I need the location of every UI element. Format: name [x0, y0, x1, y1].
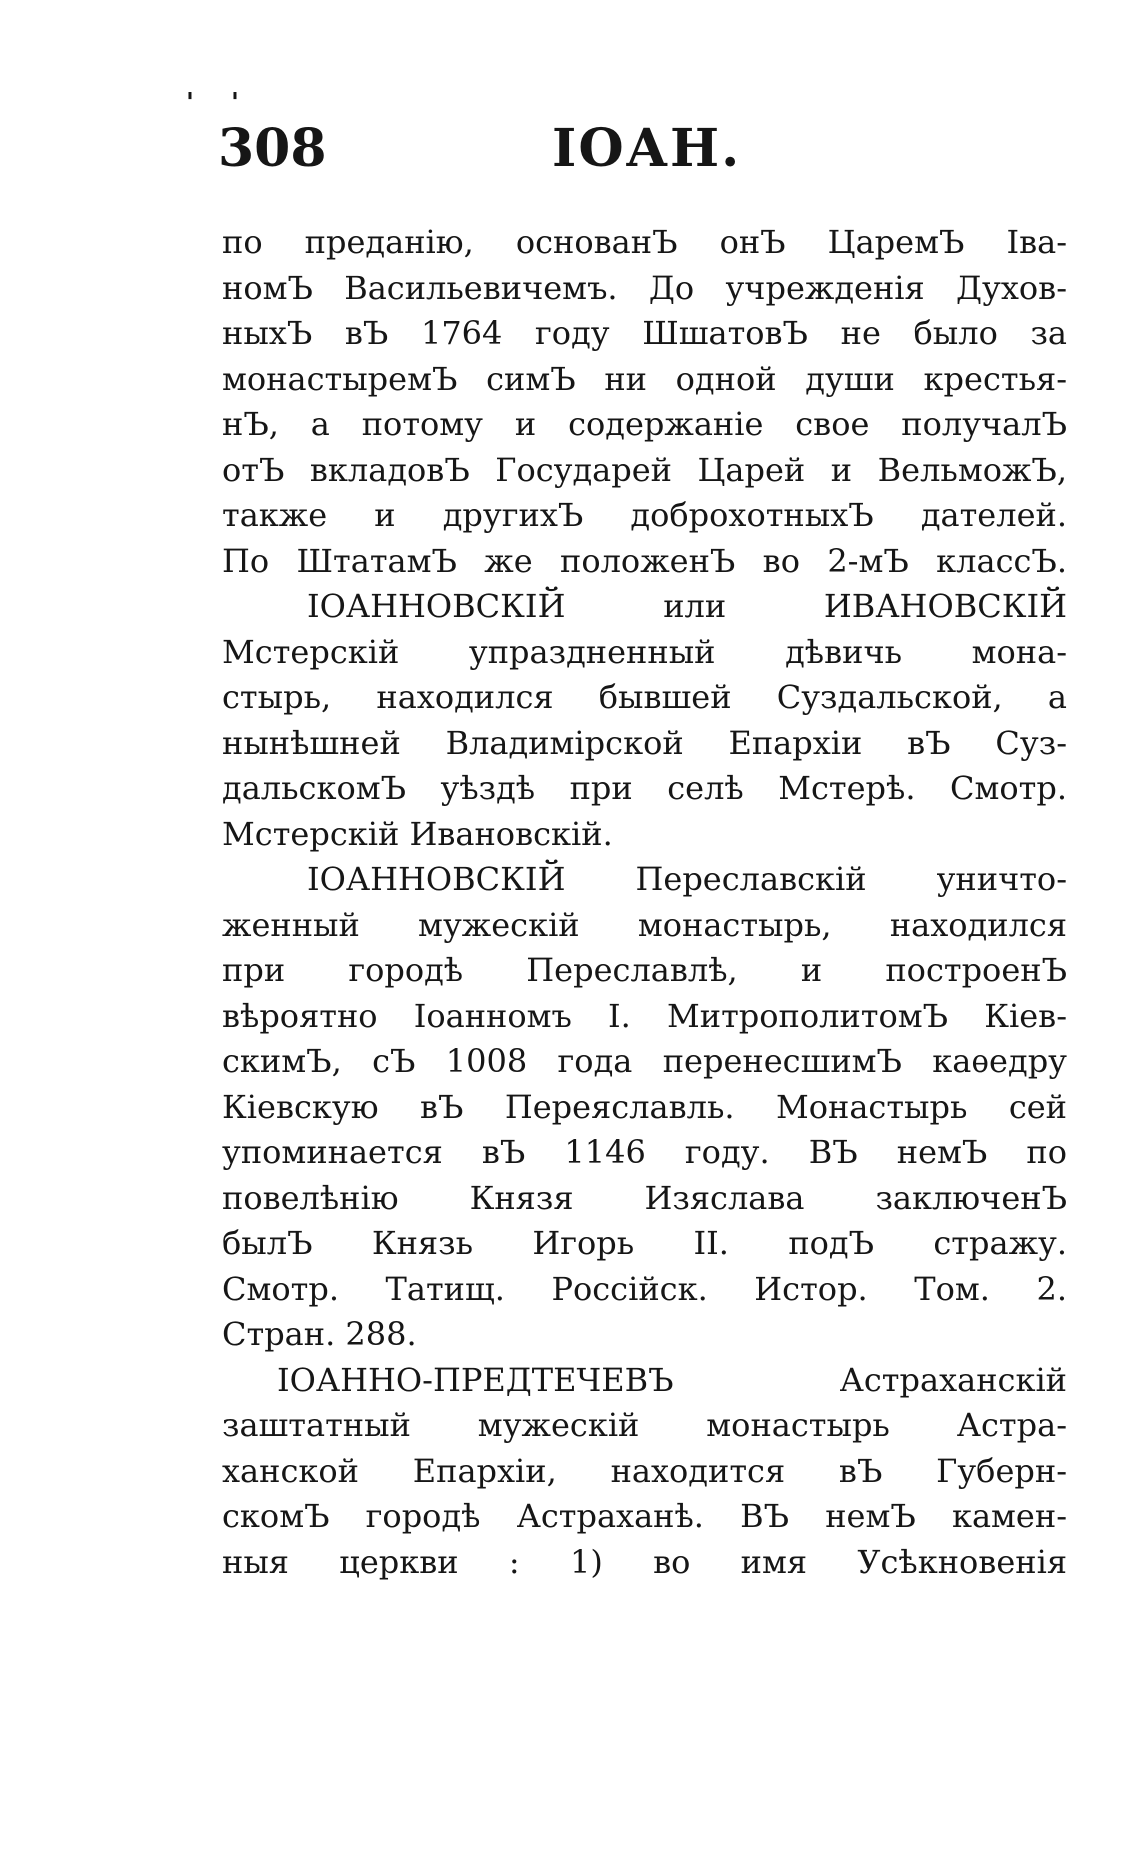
text-line: Мстерскій упраздненный дѣвичь мона- [222, 632, 1067, 671]
text-line: былЪ Князь Игорь II. подЪ стражу. [222, 1224, 1067, 1262]
running-head: IОАН. [552, 118, 742, 179]
text-line: скимЪ, сЪ 1008 года перенесшимЪ каѳедру [222, 1042, 1067, 1080]
text-line: стырь, находился бывшей Суздальской, а [222, 678, 1067, 716]
text-line: упоминается вЪ 1146 году. ВЪ немЪ по [222, 1133, 1067, 1171]
text-line: нЪ, а потому и содержаніе свое получалЪ [222, 405, 1067, 443]
text-line: Стран. 288. [222, 1315, 417, 1353]
text-line: По ШтатамЪ же положенЪ во 2-мЪ классЪ. [222, 541, 1067, 580]
page-number: 308 [218, 118, 327, 179]
text-line: повелѣнію Князя Изяслава заключенЪ [222, 1178, 1067, 1217]
text-line: вѣроятно Іоанномъ I. МитрополитомЪ Кіев- [222, 996, 1067, 1035]
entry-heading-line: ІОАННОВСКІЙ или ИВАНОВСКІЙ [307, 587, 1067, 625]
text-line: Смотр. Татищ. Россійск. Истор. Том. 2. [222, 1269, 1067, 1308]
text-line: также и другихЪ доброхотныхЪ дателей. [222, 496, 1067, 534]
text-line: отЪ вкладовЪ Государей Царей и ВельможЪ, [222, 450, 1067, 489]
entry-heading-line: ІОАННО-ПРЕДТЕЧЕВЪ Астраханскій [277, 1360, 1067, 1399]
margin-marks: ' ' [186, 88, 253, 118]
entry-heading-line: ІОАННОВСКІЙ Переславскій уничто- [307, 860, 1067, 898]
text-line: нынѣшней Владимірской Епархіи вЪ Суз- [222, 723, 1067, 762]
text-line: по преданію, основанЪ онЪ ЦаремЪ Іва- [222, 223, 1067, 261]
text-line: монастыремЪ симЪ ни одной души крестья- [222, 359, 1067, 398]
text-line: ныя церкви : 1) во имя Усѣкновенія [222, 1542, 1067, 1581]
text-line: Кіевскую вЪ Переяславль. Монастырь сей [222, 1087, 1067, 1126]
text-line: номЪ Васильевичемъ. До учрежденія Духов- [222, 268, 1067, 307]
text-line: женный мужескій монастырь, находился [222, 905, 1067, 944]
text-line: ханской Епархіи, находится вЪ Губерн- [222, 1451, 1067, 1490]
text-line: при городѣ Переславлѣ, и построенЪ [222, 951, 1067, 989]
body-text [222, 220, 1067, 1585]
text-line: заштатный мужескій монастырь Астра- [222, 1406, 1067, 1444]
text-line: дальскомЪ уѣздѣ при селѣ Мстерѣ. Смотр. [222, 769, 1067, 807]
text-line: скомЪ городѣ Астраханѣ. ВЪ немЪ камен- [222, 1497, 1067, 1535]
text-line: ныхЪ вЪ 1764 году ШшатовЪ не было за [222, 314, 1067, 352]
text-line: Мстерскій Ивановскій. [222, 814, 613, 853]
